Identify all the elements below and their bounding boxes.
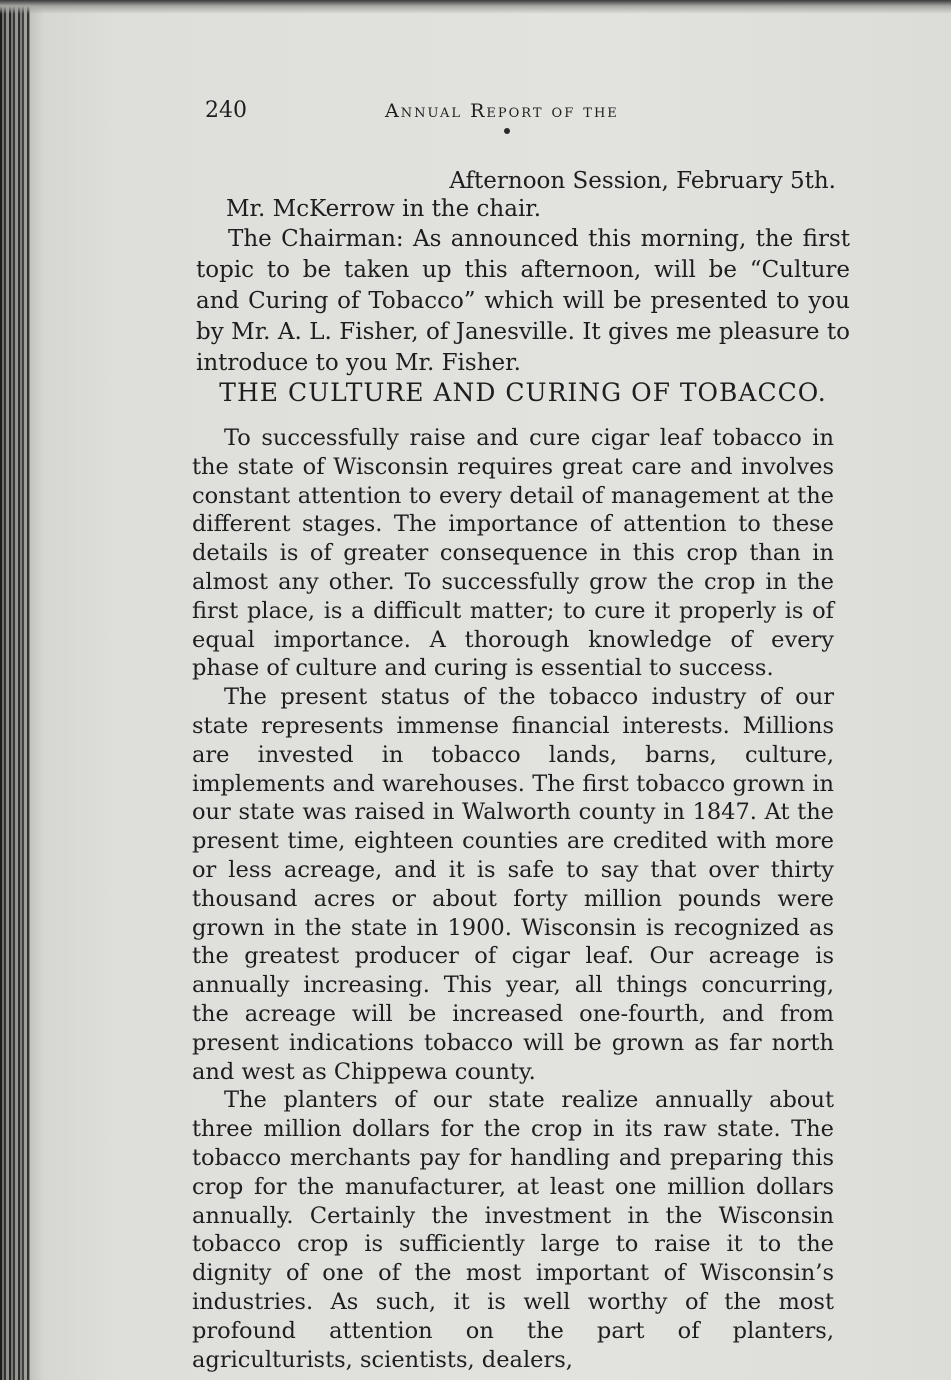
article-paragraph: The present status of the tobacco industry of our state represents immense financial interests. Millions are invested in tobacco lands, barns, culture, implements and warehouses. The first tobacco grown in our state was raised in Walworth county in 1847. At the present time, eighteen counties are credited with more or less acreage, and it is safe to say that over thirty thousand acres or about forty million pounds were grown in the state in 1900. Wisconsin is recognized as the greatest producer of cigar leaf. Our acreage is annually increasing. This year, all things concurring, the acreage will be increased one-fourth, and from present indications tobacco will be grown as far north and west as Chippewa county. [192, 684, 834, 1085]
chair-note: Mr. McKerrow in the chair. [226, 196, 542, 222]
page-number: 240 [205, 98, 247, 123]
ornament-dot [504, 128, 510, 134]
article-paragraph: To successfully raise and cure cigar leaf tobacco in the state of Wisconsin requires great care and involves constant attention to every detail of management at the different stages. The importance of attention to these details is of greater consequence in this crop than in almost any other. To successfully grow the crop in the first place, is a difficult matter; to cure it properly is of equal importance. A thorough knowledge of every phase of culture and curing is essential to success. [192, 425, 834, 682]
running-title: Annual Report of the [385, 100, 619, 122]
section-title: THE CULTURE AND CURING OF TOBACCO. [219, 378, 827, 407]
chairman-remark: The Chairman: As announced this morning, the first topic to be taken up this afternoon, will be “Culture and Curing of Tobacco” which will be presented to you by Mr. A. L. Fisher, of Janesville. It gives me pleasure to introduce to you Mr. Fisher. [196, 226, 850, 376]
article-paragraph: The planters of our state realize annually about three million dollars for the crop in its raw state. The tobacco merchants pay for handling and preparing this crop for the manufacturer, at least one million dollars annually. Certainly the investment in the Wisconsin tobacco crop is sufficiently large to raise it to the dignity of one of the most important of Wisconsin’s industries. As such, it is well worthy of the most profound attention on the part of planters, agriculturists, scientists, dealers, [192, 1087, 834, 1373]
article-body [192, 424, 834, 1374]
session-heading: Afternoon Session, February 5th. [449, 168, 836, 194]
running-head [205, 98, 865, 132]
page-top-edge [0, 0, 951, 14]
book-binding-shadow [0, 0, 30, 1380]
